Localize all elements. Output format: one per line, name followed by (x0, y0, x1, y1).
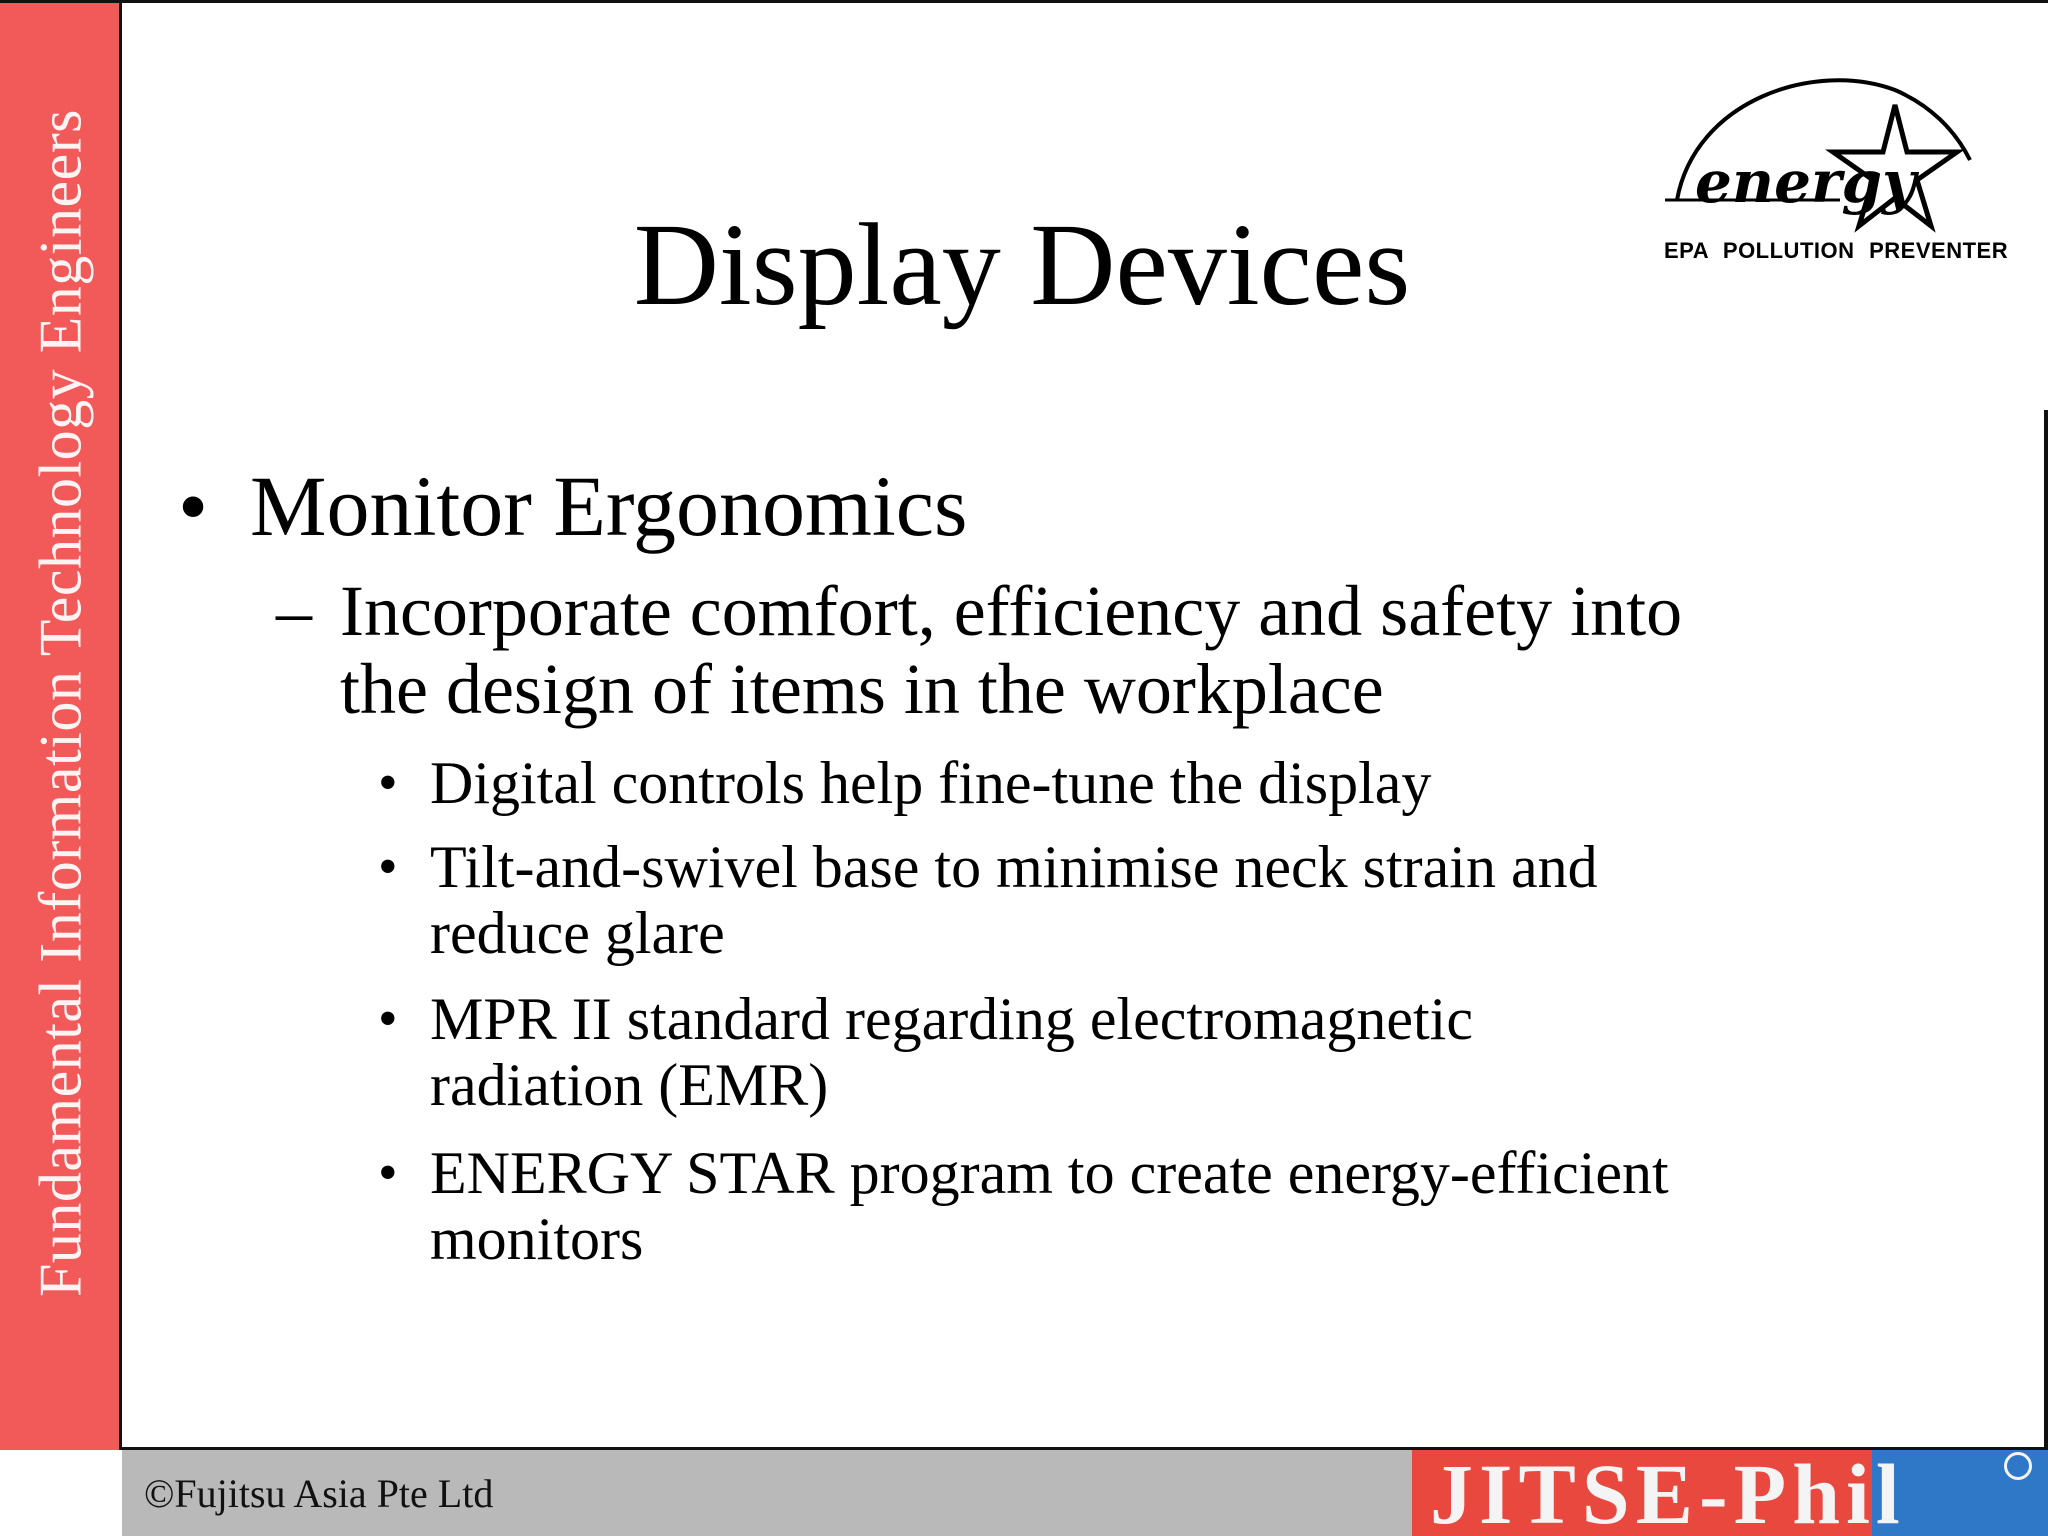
logo-wordmark: JITSE-Phil (1430, 1446, 1906, 1536)
energy-caption: EPA POLLUTION PREVENTER (1664, 238, 2009, 263)
right-edge (2044, 410, 2048, 1450)
bullet-level2-line: the design of items in the workplace (340, 649, 1384, 729)
bullet-level3-line: Digital controls help fine-tune the display (430, 750, 1432, 816)
bullet-level1: Monitor Ergonomics (250, 458, 968, 554)
registered-icon (2004, 1452, 2032, 1480)
footer-copyright: ©Fujitsu Asia Pte Ltd (144, 1471, 494, 1516)
bullet-level3-line: ENERGY STAR program to create energy-efficient (430, 1140, 1669, 1206)
jitse-phil-logo (1412, 1446, 2048, 1536)
bullet-level3-line: monitors (430, 1206, 644, 1272)
bullet-marker: • (378, 988, 398, 1050)
dash-marker: – (276, 571, 312, 651)
energy-wordmark: energy (1695, 148, 1916, 216)
bullet-level3-line: reduce glare (430, 900, 725, 966)
bullet-marker: • (378, 836, 398, 898)
sidebar-band (0, 0, 122, 1450)
bullet-level2-line: Incorporate comfort, efficiency and safety into (340, 571, 1683, 651)
bullet-marker: • (378, 1142, 398, 1204)
slide-title: Display Devices (633, 199, 1411, 330)
bullet-marker: • (378, 752, 398, 814)
footer-bar (122, 1447, 2048, 1536)
top-border (122, 0, 2048, 3)
bullet-level3-line: MPR II standard regarding electromagnetic (430, 986, 1473, 1052)
bullet-level3-line: radiation (EMR) (430, 1052, 829, 1118)
bullet-level3-line: Tilt-and-swivel base to minimise neck strain and (430, 834, 1598, 900)
sidebar-vertical-text: Fundamental Information Technology Engineers (27, 108, 94, 1298)
bullet-marker: • (178, 458, 209, 554)
